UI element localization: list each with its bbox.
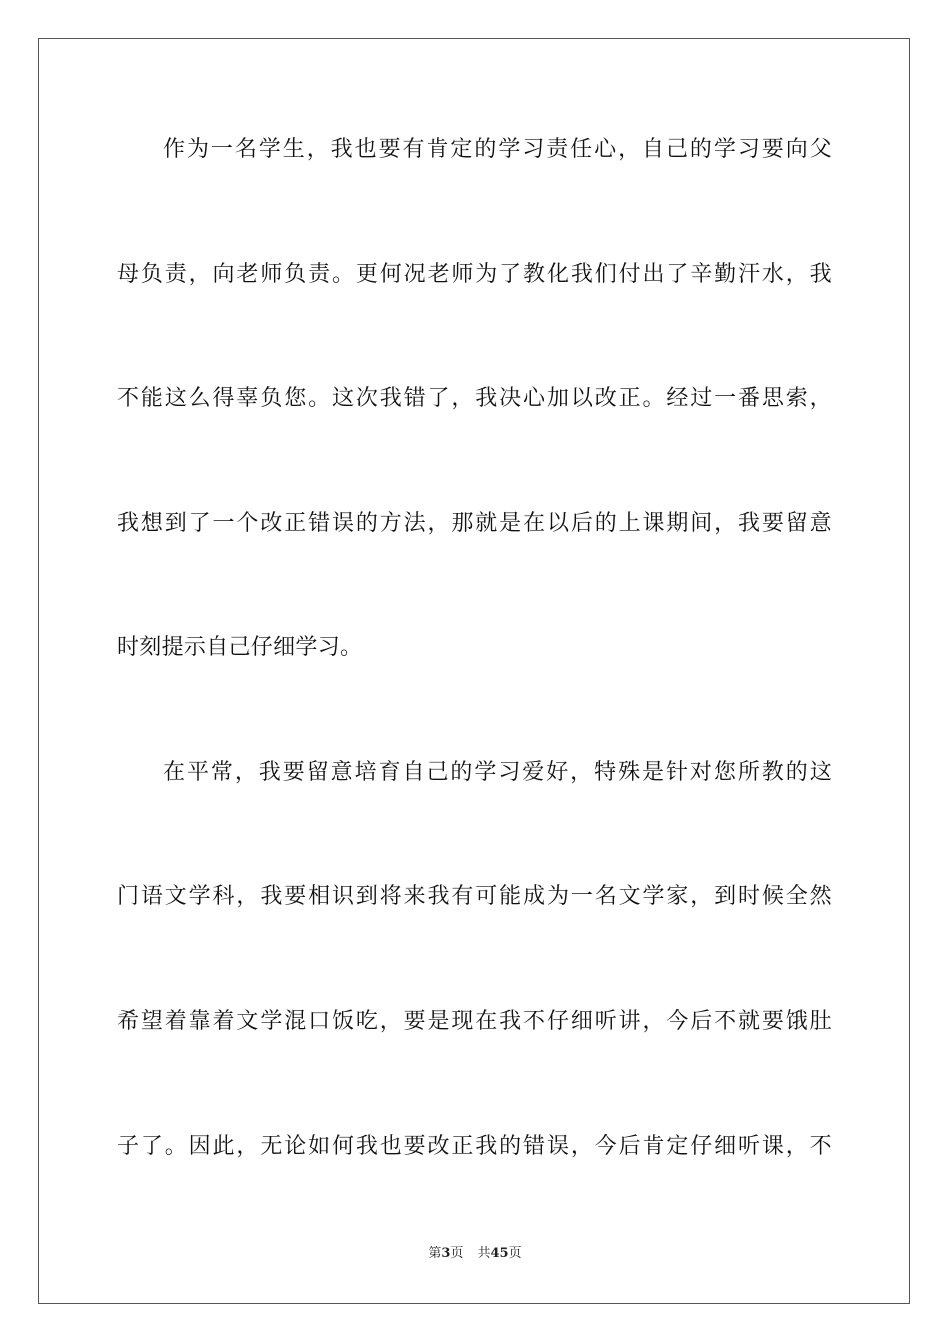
paragraph-2-line-3: 希望着靠着文学混口饭吃，要是现在我不仔细听讲，今后不就要饿肚 — [117, 1009, 832, 1034]
page-number-current: 3 — [441, 1246, 451, 1261]
page-total-suffix: 页 — [508, 1246, 522, 1261]
page-number-suffix: 页 — [450, 1246, 464, 1261]
page-number-prefix: 第 — [428, 1246, 442, 1261]
paragraph-1-line-4: 我想到了一个改正错误的方法，那就是在以后的上课期间，我要留意 — [117, 511, 832, 536]
paragraph-2-line-1: 在平常，我要留意培育自己的学习爱好，特殊是针对您所教的这 — [163, 760, 832, 785]
page-frame — [38, 38, 910, 1304]
paragraph-2-line-2: 门语文学科，我要相识到将来我有可能成为一名文学家，到时候全然 — [117, 884, 832, 909]
paragraph-2-line-4: 子了。因此，无论如何我也要改正我的错误，今后肯定仔细听课，不 — [117, 1134, 832, 1159]
page-footer — [0, 1245, 950, 1263]
page-total-count: 45 — [490, 1246, 509, 1261]
paragraph-1-line-1: 作为一名学生，我也要有肯定的学习责任心，自己的学习要向父 — [163, 137, 832, 162]
paragraph-1-line-5: 时刻提示自己仔细学习。 — [117, 635, 363, 660]
paragraph-1-line-3: 不能这么得辜负您。这次我错了，我决心加以改正。经过一番思索， — [117, 386, 832, 411]
page-total-prefix: 共 — [477, 1246, 491, 1261]
paragraph-1-line-2: 母负责，向老师负责。更何况老师为了教化我们付出了辛勤汗水，我 — [117, 262, 832, 287]
